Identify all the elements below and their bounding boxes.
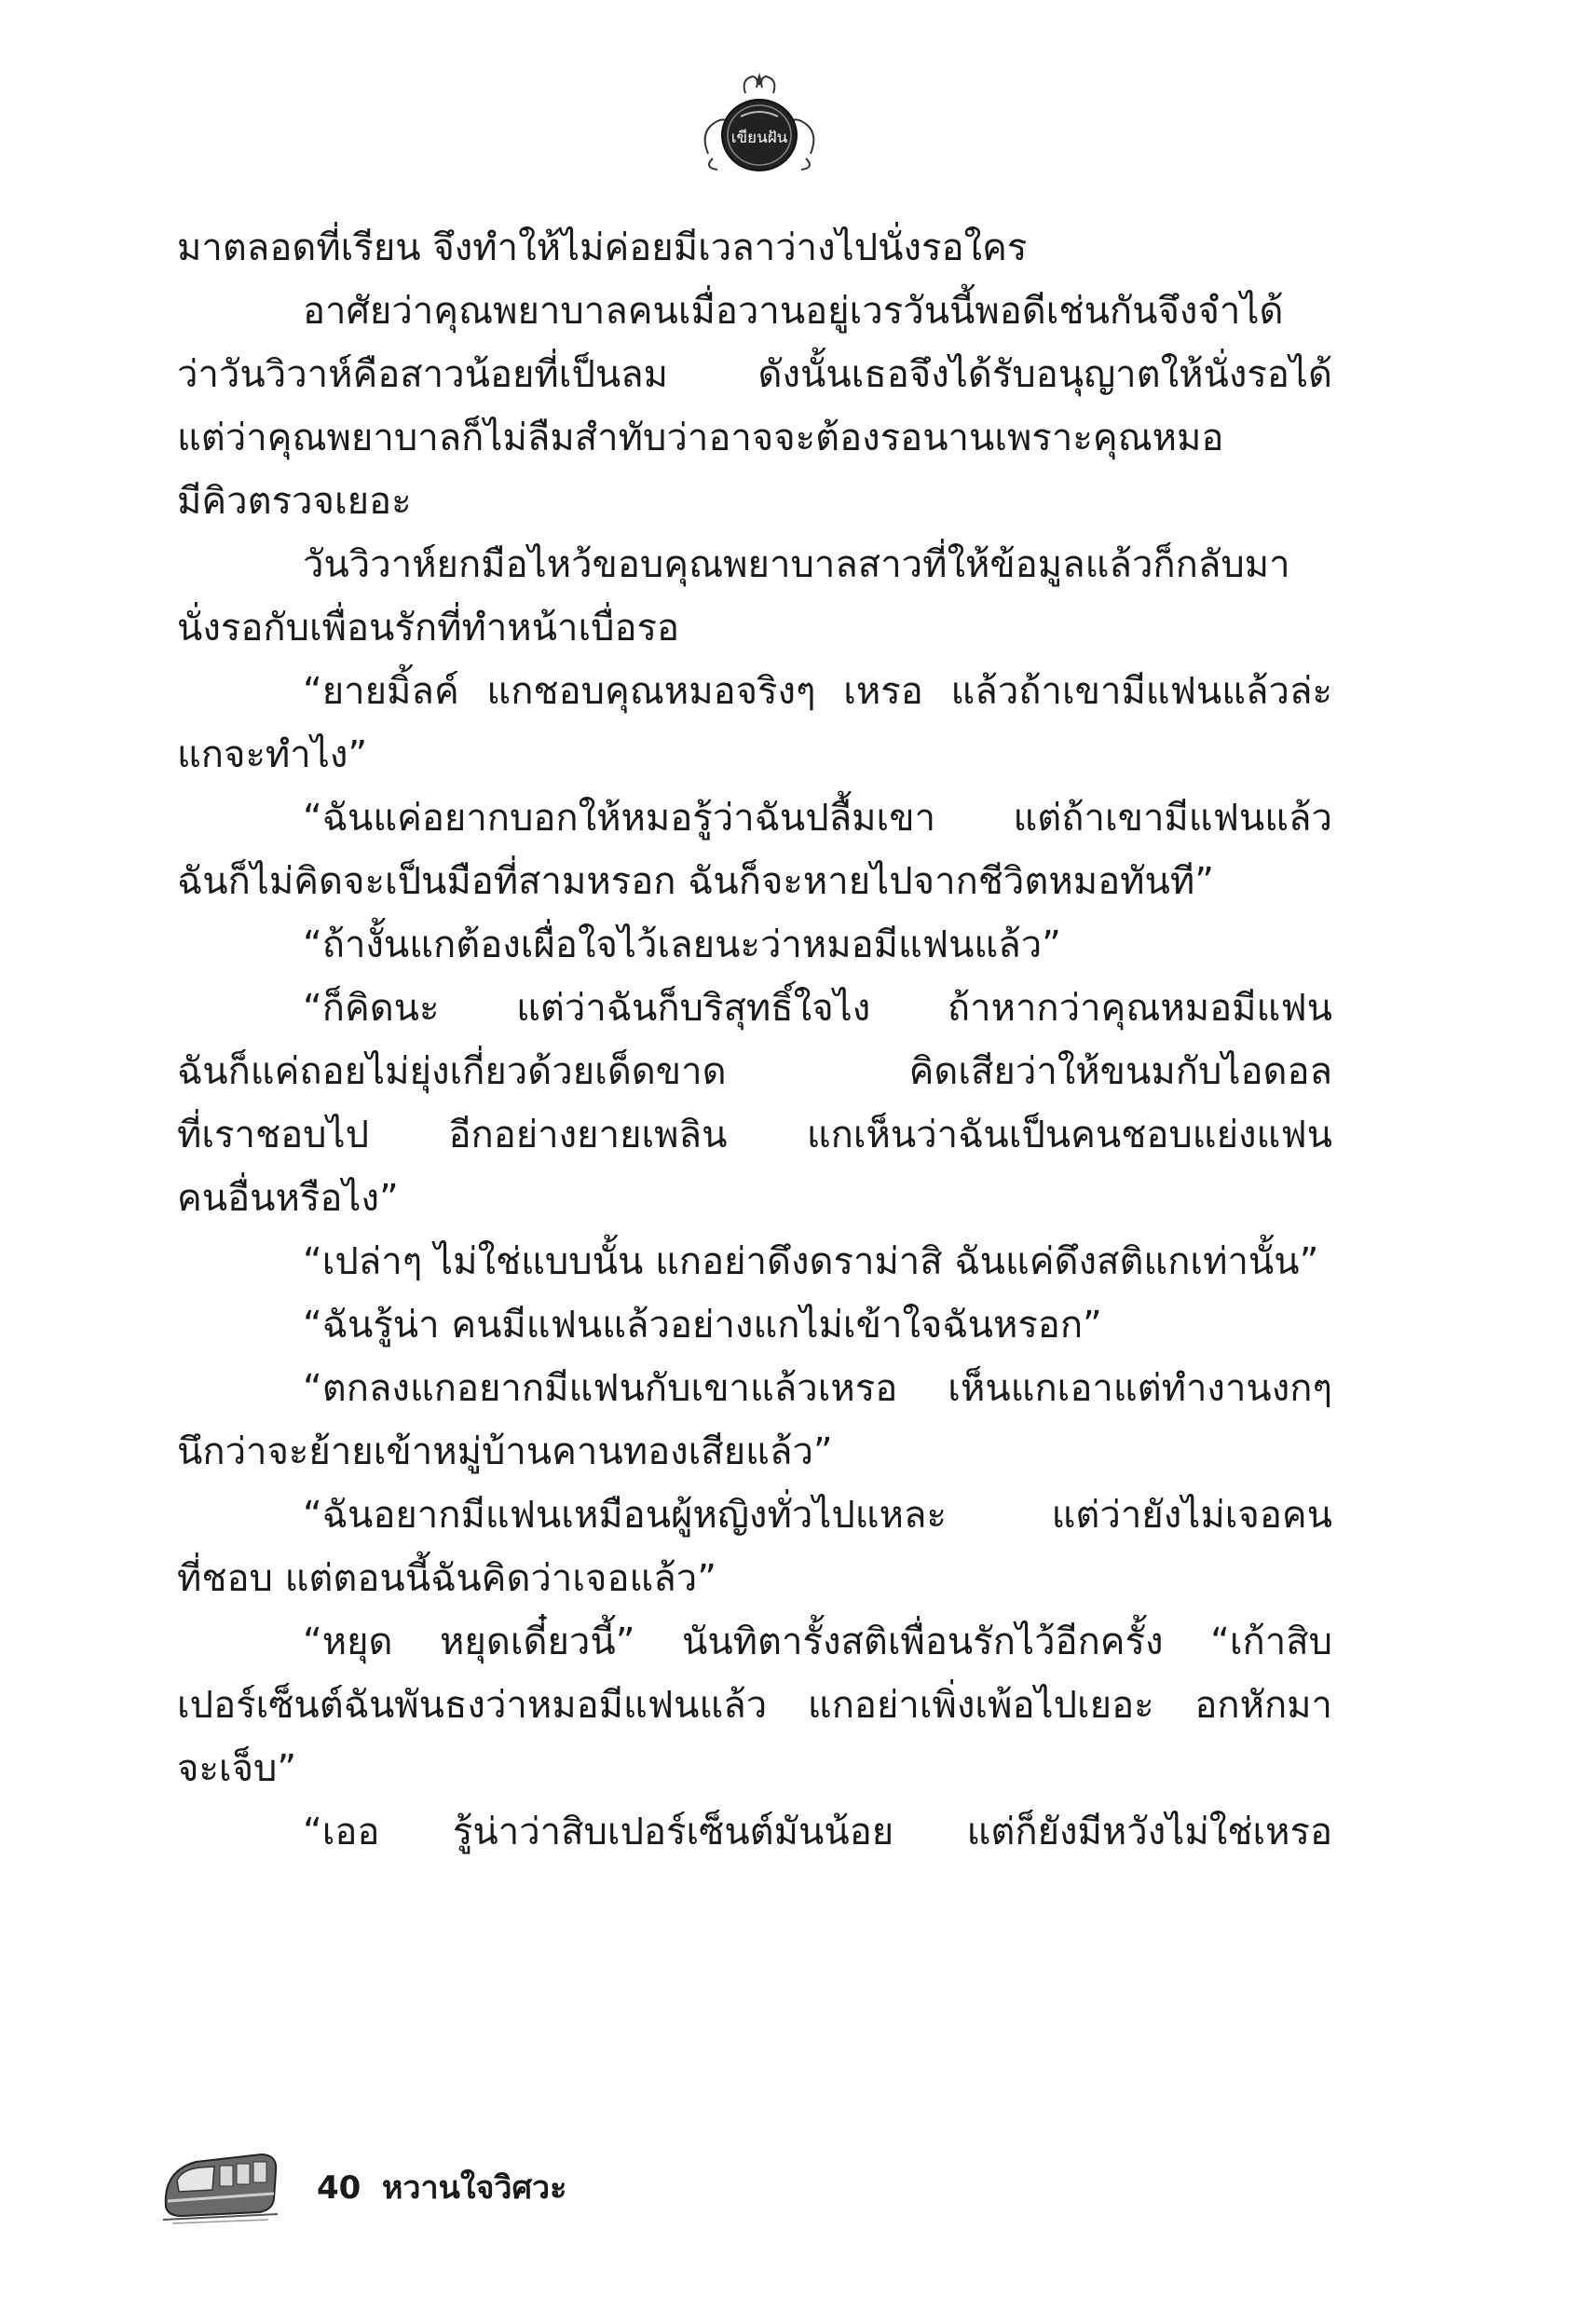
text-line: คนอื่นหรือไง” <box>177 1177 399 1220</box>
text-line: “หยุด หยุดเดี๋ยวนี้” นันทิตารั้งสติเพื่อนรักไว้อีกครั้ง “เก้าสิบ <box>303 1620 1332 1663</box>
body-text <box>177 216 1332 1864</box>
text-line: “ยายมิ้ลค์ แกชอบคุณหมอจริงๆ เหรอ แล้วถ้าเขามีแฟนแล้วล่ะ <box>303 670 1332 713</box>
text-line: มีคิวตรวจเยอะ <box>177 480 412 523</box>
text-line: มาตลอดที่เรียน จึงทำให้ไม่ค่อยมีเวลาว่างไปนั่งรอใคร <box>177 226 1028 269</box>
text-line: ที่เราชอบไป อีกอย่างยายเพลิน แกเห็นว่าฉันเป็นคนชอบแย่งแฟน <box>177 1114 1332 1156</box>
page-number: 40 <box>317 2169 361 2207</box>
text-line: แต่ว่าคุณพยาบาลก็ไม่ลืมสำทับว่าอาจจะต้องรอนานเพราะคุณหมอ <box>177 417 1224 459</box>
text-line: ที่ชอบ แต่ตอนนี้ฉันคิดว่าเจอแล้ว” <box>177 1557 716 1600</box>
text-line: “ฉันแค่อยากบอกให้หมอรู้ว่าฉันปลื้มเขา แต่ถ้าเขามีแฟนแล้ว <box>303 797 1332 840</box>
text-line: แกจะทำไง” <box>177 733 368 776</box>
text-line: “ฉันรู้น่า คนมีแฟนแล้วอย่างแกไม่เข้าใจฉันหรอก” <box>303 1304 1102 1347</box>
text-line: “ก็คิดนะ แต่ว่าฉันก็บริสุทธิ์ใจไง ถ้าหากว่าคุณหมอมีแฟน <box>303 987 1332 1030</box>
logo-text: เขียนฝัน <box>730 129 788 147</box>
ornamental-crest-icon <box>689 65 829 177</box>
text-line: “ฉันอยากมีแฟนเหมือนผู้หญิงทั่วไปแหละ แต่ว่ายังไม่เจอคน <box>303 1494 1332 1537</box>
text-line: เปอร์เซ็นต์ฉันพันธงว่าหมอมีแฟนแล้ว แกอย่าเพิ่งเพ้อไปเยอะ อกหักมา <box>177 1684 1332 1727</box>
text-line: นั่งรอกับเพื่อนรักที่ทำหน้าเบื่อรอ <box>177 607 680 650</box>
text-line: ฉันก็แค่ถอยไม่ยุ่งเกี่ยวด้วยเด็ดขาด คิดเสียว่าให้ขนมกับไอดอล <box>177 1050 1332 1093</box>
book-title: หวานใจวิศวะ <box>382 2169 567 2207</box>
text-line: จะเจ็บ” <box>177 1747 297 1790</box>
page-footer <box>158 2134 717 2236</box>
text-line: “ถ้างั้นแกต้องเผื่อใจไว้เลยนะว่าหมอมีแฟนแล้ว” <box>303 923 1061 966</box>
text-line: ฉันก็ไม่คิดจะเป็นมือที่สามหรอก ฉันก็จะหายไปจากชีวิตหมอทันที” <box>177 860 1214 903</box>
text-line: วันวิวาห์ยกมือไหว้ขอบคุณพยาบาลสาวที่ให้ข้อมูลแล้วก็กลับมา <box>303 543 1290 586</box>
text-line: “ตกลงแกอยากมีแฟนกับเขาแล้วเหรอ เห็นแกเอาแต่ทำงานงกๆ <box>303 1367 1332 1410</box>
train-icon <box>158 2134 280 2227</box>
text-line: นึกว่าจะย้ายเข้าหมู่บ้านคานทองเสียแล้ว” <box>177 1430 833 1473</box>
header-logo <box>689 65 829 177</box>
text-line: “เออ รู้น่าว่าสิบเปอร์เซ็นต์มันน้อย แต่ก็ยังมีหวังไม่ใช่เหรอ <box>303 1811 1332 1853</box>
text-line: อาศัยว่าคุณพยาบาลคนเมื่อวานอยู่เวรวันนี้พอดีเช่นกันจึงจำได้ <box>303 290 1284 333</box>
text-line: “เปล่าๆ ไม่ใช่แบบนั้น แกอย่าดึงดราม่าสิ ฉันแค่ดึงสติแกเท่านั้น” <box>303 1240 1319 1283</box>
text-line: ว่าวันวิวาห์คือสาวน้อยที่เป็นลม ดังนั้นเธอจึงได้รับอนุญาตให้นั่งรอได้ <box>177 353 1332 396</box>
